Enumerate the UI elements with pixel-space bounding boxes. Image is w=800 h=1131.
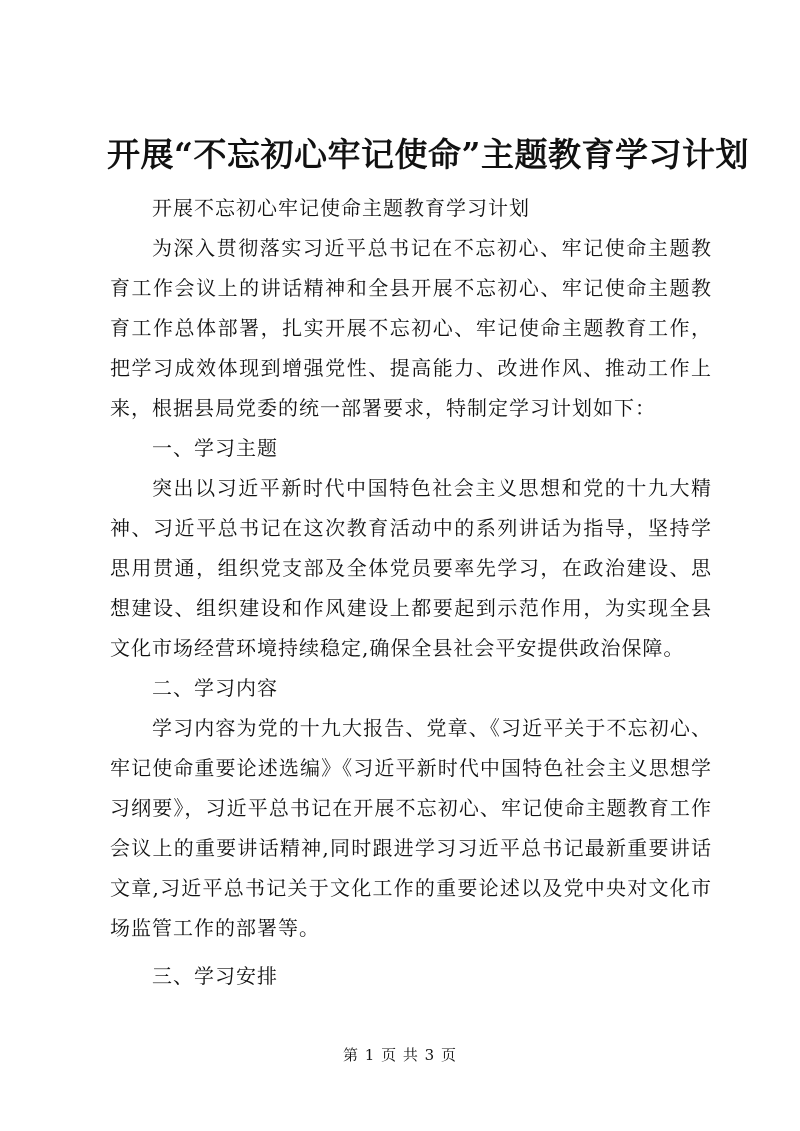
document-body <box>110 188 712 996</box>
section-heading-content: 二、学习内容 <box>152 676 278 700</box>
section-body-content: 学习内容为党的十九大报告、党章、《习近平关于不忘初心、牢记使命重要论述选编》《习近平新时代中国特色社会主义思想学习纲要》，习近平总书记在开展不忘初心、牢记使命主题教育工作会议上的重要讲话精神,同时跟进学习习近平总书记最新重要讲话文章,习近平总书记关于文化工作的重要论述以及党中央对文化市场监管工作的部署等。 <box>110 716 712 940</box>
section-heading-theme: 一、学习主题 <box>152 436 278 460</box>
intro-paragraph: 为深入贯彻落实习近平总书记在不忘初心、牢记使命主题教育工作会议上的讲话精神和全县开展不忘初心、牢记使命主题教育工作总体部署，扎实开展不忘初心、牢记使命主题教育工作，把学习成效体现到增强党性、提高能力、改进作风、推动工作上来，根据县局党委的统一部署要求，特制定学习计划如下： <box>110 236 712 420</box>
document-subtitle: 开展不忘初心牢记使命主题教育学习计划 <box>152 196 530 220</box>
page-footer: 第 1 页 共 3 页 <box>343 1046 457 1064</box>
section-body-theme: 突出以习近平新时代中国特色社会主义思想和党的十九大精神、习近平总书记在这次教育活动中的系列讲话为指导，坚持学思用贯通，组织党支部及全体党员要率先学习，在政治建设、思想建设、组织建设和作风建设上都要起到示范作用，为实现全县文化市场经营环境持续稳定,确保全县社会平安提供政治保障。 <box>110 476 712 660</box>
document-title: 开展“不忘初心牢记使命”主题教育学习计划 <box>107 135 749 174</box>
section-heading-schedule: 三、学习安排 <box>152 964 278 988</box>
